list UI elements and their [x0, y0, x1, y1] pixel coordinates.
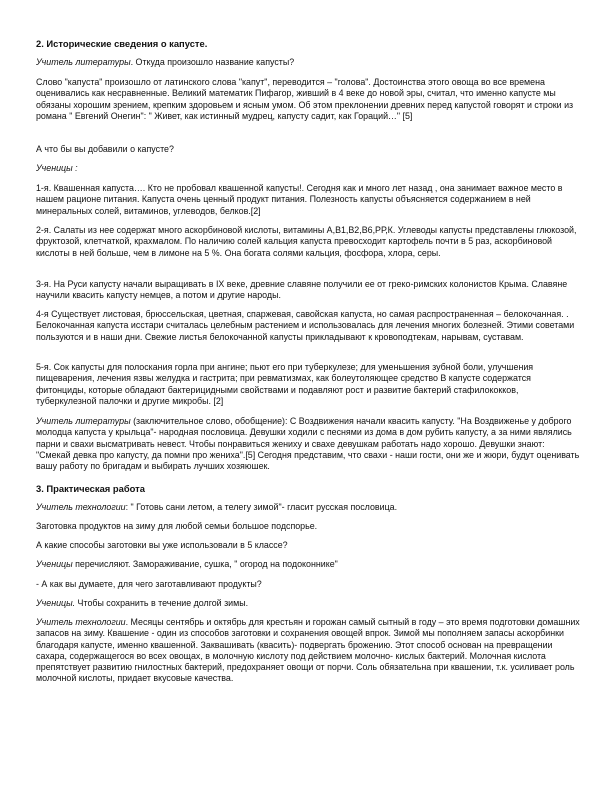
fermentation-text: . Месяцы сентябрь и октябрь для крестьян и горожан самый сытный в году – это время подготовки домашних запасов на зиму. Квашение - один из способов заготовки и сохранения овощей впрок. Зимой мы пополняем запасы аскорбинки благодаря капусте, именно квашенной. Заквашивать (квасить)- подвергать брожению. Этот способ основан на превращении сахара, содержащегося во всех овощах, в молочную кислоту под действием молочно- кислых бактерий. Молочная кислота препятствует развитию гнилостных бактерий, предохраняет овощи от порчи. Соль обязательна при квашении, т.к. усиливает роль молочной кислоты, придает вкусовые качества. — [36, 617, 580, 684]
students-list-text: перечисляют. Замораживание, сушка, " огород на подоконнике" — [72, 559, 338, 569]
student-4-paragraph: 4-я Существует листовая, брюссельская, цветная, спаржевая, савойская капуста, но самая распространенная – белокочанная. . Белокочанная капуста исстари считалась целебным растением и использовалась для лечения многих болезней. Этими советами пользуются и в наши дни. Свежие листья белокочанной капусты прикладывают к кровоподтекам, нарывам, суставам. — [36, 309, 575, 342]
conclusion-text: (заключительное слово, обобщение): С Воздвижения начали квасить капусту. "На Воздвиженье у доброго молодца капуста у крыльца"- народная пословица. Девушки ходили с песнями из дома в дом рубить капусту, а за ними являлись парни и сваxи высматривать невест. Чтобы понравиться жениху и свахе девушкам работать надо хорошо. Девушки знают: "Смекай девка про капусту, да помни про женихa".[5] Сегодня представим, что свахи - наши гости, они же и жюри, будут оценивать вашу работу по бригадам и выбирать лучших хозяюшек. — [36, 416, 580, 472]
section-3-heading: 3. Практическая работа — [36, 483, 145, 494]
methods-question: А какие способы заготовки вы уже использовали в 5 классе? — [36, 540, 288, 550]
teacher-question-add: А что бы вы добавили о капусте? — [36, 144, 174, 154]
speaker-label: Учитель литературы — [36, 57, 131, 67]
winter-storage-line: Заготовка продуктов на зиму для любой семьи большое подспорье. — [36, 521, 318, 531]
proverb-text: : " Готовь сани летом, а телегу зимой"- гласит русская пословица. — [125, 502, 398, 512]
students-list-line — [36, 559, 581, 570]
literature-teacher-question — [36, 57, 581, 68]
question-text: . Откуда произошло название капусты? — [130, 57, 295, 67]
speaker-label: Учитель литературы — [36, 416, 131, 426]
technology-teacher-proverb — [36, 502, 581, 513]
speaker-label: Ученицы — [36, 559, 73, 569]
student-5-paragraph: 5-я. Сок капусты для полоскания горла при ангине; пьют его при туберкулезе; для уменьшения зубной боли, улучшения пищеварения, лечения язвы желудка и гастрита; при ревматизмах, как болеутоляющее средство В капусте содержатся фитонциды, которые обладают бактерицидными свойствами и подавляют рост и развитие бактерий стафилококков, туберкулезной палочки и другие микробы. [2] — [36, 362, 534, 406]
paragraph-cabbage-name-origin: Слово "капуста" произошло от латинского слова "капут", переводится – "голова". Достоинства этого овоща во все времена оценивались как несравненные. Великий математик Пифагор, живший в 4 веке до новой эры, считал, что именно капусте мы обязаны хорошим зрением, крепким здоровьем и ясным умом. Об этом преклонении древних перед капустой говорят и строки из романа " Евгений Онегин": " Живет, как истинный мудрец, капусту садит, как Гораций…" [5] — [36, 77, 574, 121]
students-answer-text: Чтобы сохранить в течение долгой зимы. — [75, 598, 249, 608]
technology-teacher-fermentation — [36, 617, 581, 685]
purpose-question: - А как вы думаете, для чего заготавливают продукты? — [36, 579, 262, 589]
students-answer-line — [36, 598, 581, 609]
speaker-label: Ученицы. — [36, 598, 76, 608]
section-2-heading: 2. Исторические сведения о капусте. — [36, 38, 208, 49]
student-1-paragraph: 1-я. Квашенная капуста…. Кто не пробовал квашенной капусты!. Сегодня как и много лет назад , она занимает важное место в нашем рационе питания. Капуста очень ценный продукт питания. Полезность капусты объясняется содержанием в ней минеральных солей, витаминов, углеводов, белков.[2] — [36, 183, 563, 216]
students-label: Ученицы : — [36, 163, 78, 173]
speaker-label: Учитель технологии — [36, 617, 126, 627]
speaker-label: Учитель технологии — [36, 502, 126, 512]
student-3-paragraph: 3-я. На Руси капусту начали выращивать в IX веке, древние славяне получили ее от греко-римских колонистов Крыма. Славяне научили квасить капусту немцев, а потом и другие народы. — [36, 279, 568, 301]
student-2-paragraph: 2-я. Салаты из нее содержат много аскорбиновой кислоты, витамины А,В1,В2,В6,РР,К. Углеводы капусты представлены глюкозой, фруктозой, клетчаткой, крахмалом. По наличию солей кальция капуста превосходит картофель почти в 5 раз, аскорбиновой кислоты в ней больше, чем в лимоне на 5 %. Она богата солями кальция, фосфора, хлора, серы. — [36, 225, 577, 258]
literature-teacher-conclusion — [36, 416, 581, 472]
